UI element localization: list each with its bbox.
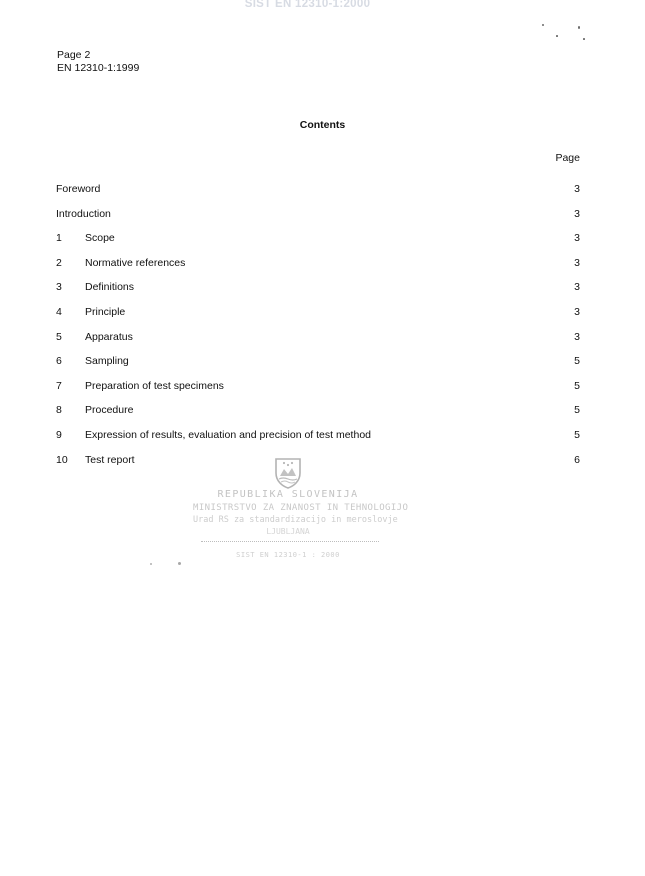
toc-entry-principle: [56, 305, 580, 330]
toc-entry-page: 3: [574, 330, 580, 343]
standard-reference: EN 12310-1:1999: [57, 62, 140, 74]
toc-entry-number: 8: [56, 404, 62, 417]
stamp-line-city: LJUBLJANA: [266, 527, 310, 536]
scan-speck: [583, 38, 585, 40]
page-column-heading: Page: [555, 152, 580, 164]
toc-entry-scope: [56, 231, 580, 256]
stamp-line-ministry: MINISTRSTVO ZA ZNANOST IN TEHNOLOGIJO: [193, 503, 409, 513]
toc-entry-page: 6: [574, 453, 580, 466]
coat-of-arms-icon: [270, 457, 306, 489]
toc-entry-title: Expression of results, evaluation and precision of test method: [85, 428, 371, 441]
page-number-label: Page 2: [57, 49, 91, 61]
scan-speck: [542, 24, 544, 26]
scan-speck: [150, 563, 152, 565]
toc-entry-definitions: [56, 280, 580, 305]
official-stamp: [193, 457, 409, 567]
toc-entry-title: Principle: [85, 305, 126, 318]
toc-entry-normative-references: [56, 256, 580, 281]
toc-entry-number: 6: [56, 355, 62, 368]
toc-entry-number: 5: [56, 330, 62, 343]
toc-entry-number: 10: [56, 453, 68, 466]
toc-entry-introduction: [56, 207, 580, 232]
toc-entry-page: 3: [574, 207, 580, 220]
stamp-dotted-divider: [201, 541, 379, 542]
toc-entry-procedure: [56, 403, 580, 428]
toc-entry-page: 5: [574, 404, 580, 417]
toc-entry-title: Introduction: [56, 207, 111, 220]
table-of-contents: [56, 182, 580, 477]
contents-heading: Contents: [299, 119, 346, 131]
toc-entry-title: Normative references: [85, 256, 186, 269]
toc-entry-page: 5: [574, 428, 580, 441]
scan-speck: [178, 562, 181, 565]
toc-entry-number: 3: [56, 281, 62, 294]
toc-entry-title: Sampling: [85, 355, 129, 368]
toc-entry-foreword: [56, 182, 580, 207]
toc-entry-title: Test report: [85, 453, 135, 466]
toc-entry-page: 3: [574, 281, 580, 294]
toc-entry-title: Foreword: [56, 183, 101, 195]
stamp-line-republic: REPUBLIKA SLOVENIJA: [217, 489, 359, 500]
page-header: [57, 49, 139, 75]
toc-entry-expression-of-results: [56, 428, 580, 453]
toc-entry-title: Apparatus: [85, 330, 133, 343]
toc-entry-page: 3: [574, 183, 580, 195]
scan-speck: [556, 35, 558, 37]
toc-entry-number: 9: [56, 428, 62, 441]
toc-entry-number: 1: [56, 232, 62, 245]
toc-entry-page: 5: [574, 355, 580, 368]
toc-entry-number: 7: [56, 379, 62, 392]
toc-entry-page: 5: [574, 379, 580, 392]
toc-entry-title: Preparation of test specimens: [85, 379, 224, 392]
scan-speck: [578, 26, 580, 29]
stamp-line-standard: SIST EN 12310-1 : 2000: [236, 551, 340, 559]
toc-entry-number: 2: [56, 256, 62, 269]
toc-entry-preparation-of-test-specimens: [56, 379, 580, 404]
toc-entry-page: 3: [574, 305, 580, 318]
toc-entry-sampling: [56, 354, 580, 379]
toc-entry-page: 3: [574, 256, 580, 269]
toc-entry-title: Definitions: [85, 281, 135, 294]
toc-entry-page: 3: [574, 232, 580, 245]
toc-entry-title: Scope: [85, 232, 115, 245]
toc-entry-number: 4: [56, 305, 62, 318]
toc-entry-apparatus: [56, 330, 580, 355]
document-watermark: SIST EN 12310-1:2000: [244, 0, 371, 10]
toc-entry-title: Procedure: [85, 404, 134, 417]
stamp-line-office: Urad RS za standardizacijo in meroslovje: [193, 515, 398, 525]
